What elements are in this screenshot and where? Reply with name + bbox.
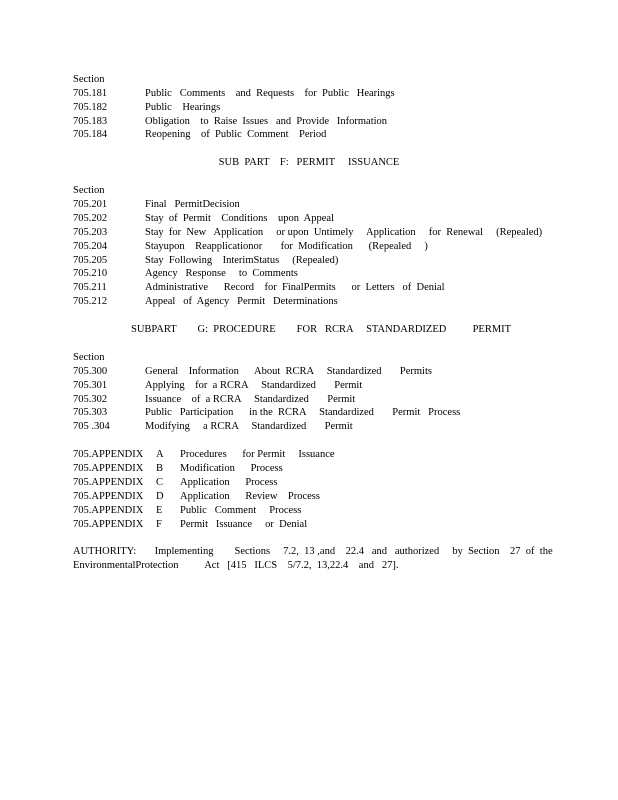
section-title: Issuance of a RCRA Standardized Permit <box>145 394 356 405</box>
appendix-title: Application Review Process <box>180 491 320 502</box>
appendix-prefix: 705.APPENDIX <box>73 463 144 474</box>
section-title: Public Hearings <box>145 102 221 113</box>
appendix-title: Procedures for Permit Issuance <box>180 449 335 460</box>
section-title: Stay of Permit Conditions upon Appeal <box>145 213 334 224</box>
section-label: Section <box>73 74 105 85</box>
section-title: Final PermitDecision <box>145 199 240 210</box>
authority-line-1: AUTHORITY: Implementing Sections 7.2, 13 ,and 22.4 and authorized by Section 27 of the <box>73 546 553 557</box>
section-title: Stay for New Application or upon Untimely Application for Renewal (Repealed) <box>145 227 543 238</box>
section-number: 705.302 <box>73 394 108 405</box>
section-number: 705.205 <box>73 255 108 266</box>
appendix-letter: E <box>156 505 163 516</box>
section-number: 705.303 <box>73 407 108 418</box>
section-title: General Information About RCRA Standardized Permits <box>145 366 432 377</box>
appendix-letter: B <box>156 463 164 474</box>
section-title: Agency Response to Comments <box>145 268 298 279</box>
appendix-letter: A <box>156 449 164 460</box>
appendix-letter: F <box>156 519 162 530</box>
section-number: 705.301 <box>73 380 108 391</box>
section-number: 705 .304 <box>73 421 110 432</box>
section-title: Applying for a RCRA Standardized Permit <box>145 380 363 391</box>
appendix-letter: C <box>156 477 164 488</box>
subpart-heading: SUB PART F: PERMIT ISSUANCE <box>218 157 400 168</box>
appendix-title: Permit Issuance or Denial <box>180 519 308 530</box>
section-number: 705.201 <box>73 199 108 210</box>
section-number: 705.210 <box>73 268 108 279</box>
section-number: 705.202 <box>73 213 108 224</box>
appendix-prefix: 705.APPENDIX <box>73 449 144 460</box>
section-number: 705.204 <box>73 241 108 252</box>
authority-line-2: EnvironmentalProtection Act [415 ILCS 5/7.2, 13,22.4 and 27]. <box>73 560 399 571</box>
subpart-heading: SUBPART G: PROCEDURE FOR RCRA STANDARDIZED PERMIT <box>131 324 512 335</box>
section-number: 705.181 <box>73 88 108 99</box>
section-number: 705.211 <box>73 282 107 293</box>
appendix-prefix: 705.APPENDIX <box>73 505 144 516</box>
appendix-prefix: 705.APPENDIX <box>73 519 144 530</box>
section-title: Modifying a RCRA Standardized Permit <box>145 421 353 432</box>
appendix-prefix: 705.APPENDIX <box>73 477 144 488</box>
appendix-prefix: 705.APPENDIX <box>73 491 144 502</box>
section-title: Public Comments and Requests for Public Hearings <box>145 88 395 99</box>
section-title: Obligation to Raise Issues and Provide Information <box>145 116 388 127</box>
section-title: Stayupon Reapplicationor for Modification (Repealed ) <box>145 241 428 252</box>
section-label: Section <box>73 185 105 196</box>
section-label: Section <box>73 352 105 363</box>
section-number: 705.183 <box>73 116 108 127</box>
section-number: 705.182 <box>73 102 108 113</box>
section-title: Stay Following InterimStatus (Repealed) <box>145 255 339 266</box>
section-number: 705.184 <box>73 129 108 140</box>
section-number: 705.212 <box>73 296 108 307</box>
appendix-letter: D <box>156 491 164 502</box>
section-title: Public Participation in the RCRA Standardized Permit Process <box>145 407 461 418</box>
section-number: 705.300 <box>73 366 108 377</box>
appendix-title: Application Process <box>180 477 278 488</box>
section-title: Appeal of Agency Permit Determinations <box>145 296 338 307</box>
section-number: 705.203 <box>73 227 108 238</box>
appendix-title: Modification Process <box>180 463 283 474</box>
appendix-title: Public Comment Process <box>180 505 302 516</box>
section-title: Administrative Record for FinalPermits or Letters of Denial <box>145 282 445 293</box>
section-title: Reopening of Public Comment Period <box>145 129 327 140</box>
